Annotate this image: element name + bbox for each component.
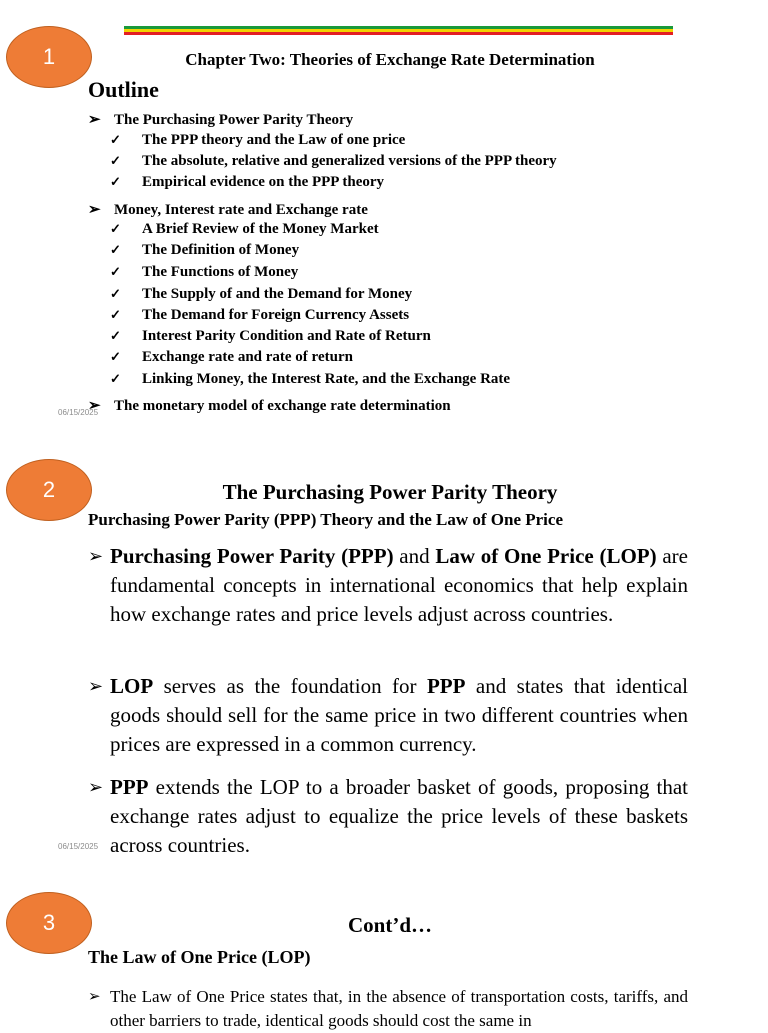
outline-subitem-label: Exchange rate and rate of return: [142, 349, 353, 365]
slide-date: 06/15/2025: [58, 842, 99, 851]
check-bullet-icon: ✓: [110, 174, 121, 189]
check-bullet-icon: ✓: [110, 307, 121, 322]
slide-subtitle: Purchasing Power Parity (PPP) Theory and the Law of One Price: [88, 510, 563, 529]
slide-date: 06/15/2025: [58, 408, 99, 417]
check-bullet-icon: ✓: [110, 286, 121, 301]
slide-title: Cont’d…: [347, 913, 432, 937]
term-ppp: PPP: [110, 775, 149, 799]
bullet-paragraph: [88, 985, 688, 1033]
paragraph-text: are fundamental concepts in international economics that help explain how exchange rates and price levels adjust across countries.: [110, 544, 689, 626]
check-bullet-icon: ✓: [110, 153, 121, 168]
outline-section-label: Money, Interest rate and Exchange rate: [114, 202, 368, 218]
check-bullet-icon: ✓: [110, 221, 121, 236]
paragraph-text: and: [393, 544, 436, 568]
slide-number-badge: 2: [6, 459, 92, 521]
outline-subitem-label: The absolute, relative and generalized versions of the PPP theory: [142, 153, 557, 169]
check-bullet-icon: ✓: [110, 328, 121, 343]
outline-subitem-label: A Brief Review of the Money Market: [142, 221, 379, 237]
check-bullet-icon: ✓: [110, 349, 121, 364]
slide-subtitle: The Law of One Price (LOP): [88, 947, 311, 967]
outline-subitem-label: Interest Parity Condition and Rate of Return: [142, 328, 431, 344]
paragraph-text: and states that identical goods should sell for the same price in two different countries when prices are expressed in a common currency.: [110, 674, 688, 756]
arrow-bullet-icon: ➢: [88, 112, 101, 128]
arrow-bullet-icon: ➢: [88, 676, 104, 696]
outline-subitem-label: The PPP theory and the Law of one price: [142, 132, 406, 148]
outline-subitem-label: The Demand for Foreign Currency Assets: [142, 307, 410, 323]
check-bullet-icon: ✓: [110, 264, 121, 279]
arrow-bullet-icon: ➢: [88, 989, 101, 1005]
outline-subitem-label: Linking Money, the Interest Rate, and the Exchange Rate: [142, 371, 511, 387]
outline-subitem-label: The Definition of Money: [142, 242, 300, 258]
paragraph-text: extends the LOP to a broader basket of goods, proposing that exchange rates adjust to equalize the price levels of these baskets across countries.: [110, 775, 688, 857]
outline-section-label: The Purchasing Power Parity Theory: [114, 112, 354, 128]
outline-section-label: The monetary model of exchange rate determination: [114, 398, 451, 414]
slide-number-badge: 3: [6, 892, 92, 954]
outline-subitem-label: Empirical evidence on the PPP theory: [142, 174, 385, 190]
slide-title: The Purchasing Power Parity Theory: [222, 480, 558, 504]
check-bullet-icon: ✓: [110, 371, 121, 386]
check-bullet-icon: ✓: [110, 242, 121, 257]
arrow-bullet-icon: ➢: [88, 546, 104, 566]
outline-subitem-label: The Functions of Money: [142, 264, 299, 280]
paragraph-text: serves as the foundation for: [153, 674, 427, 698]
arrow-bullet-icon: ➢: [88, 398, 101, 414]
arrow-bullet-icon: ➢: [88, 777, 104, 797]
arrow-bullet-icon: ➢: [88, 202, 101, 218]
outline-subitem-label: The Supply of and the Demand for Money: [142, 286, 413, 302]
chapter-title: Chapter Two: Theories of Exchange Rate Determination: [185, 50, 595, 69]
outline-heading: Outline: [88, 77, 159, 102]
paragraph-text: The Law of One Price states that, in the absence of transportation costs, tariffs, and other barriers to trade, identical goods should cost the same in: [110, 987, 688, 1030]
term-lop: Law of One Price (LOP): [435, 544, 657, 568]
term-ppp: Purchasing Power Parity (PPP): [110, 544, 394, 568]
check-bullet-icon: ✓: [110, 132, 121, 147]
term-ppp: PPP: [426, 674, 466, 698]
term-lop: LOP: [110, 674, 154, 698]
slide-number-badge: 1: [6, 26, 92, 88]
